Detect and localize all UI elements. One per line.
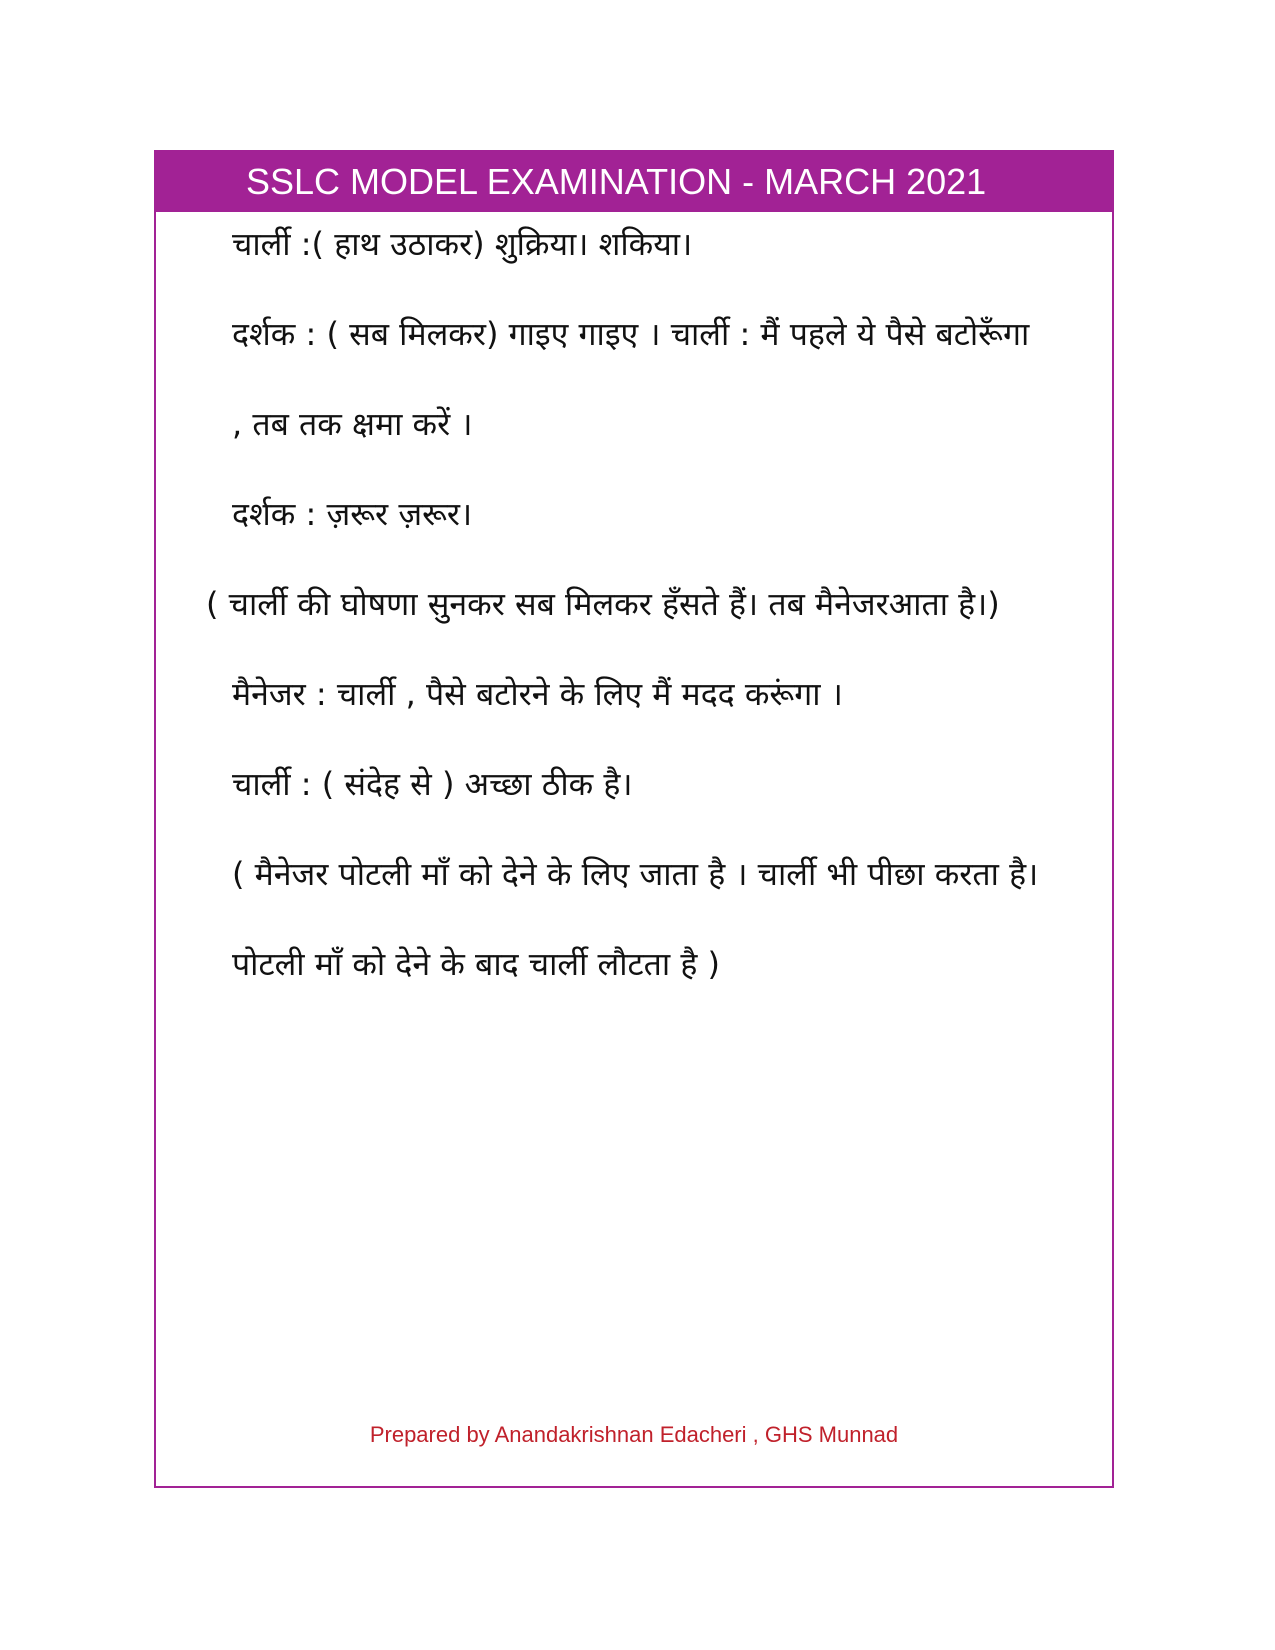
dialogue-line: मैनेजर : चार्ली , पैसे बटोरने के लिए मैं मदद करूंगा । [232, 675, 843, 713]
exam-title-banner: SSLC MODEL EXAMINATION - MARCH 2021 [156, 152, 1112, 212]
stage-direction-line: पोटली माँ को देने के बाद चार्ली लौटता है ) [232, 945, 720, 983]
dialogue-line: चार्ली : ( संदेह से ) अच्छा ठीक है। [232, 765, 633, 803]
dialogue-line: दर्शक : ज़रूर ज़रूर। [232, 495, 473, 533]
page-frame [154, 150, 1114, 1488]
stage-direction-line: ( मैनेजर पोटली माँ को देने के लिए जाता है । चार्ली भी पीछा करता है। [232, 855, 1039, 893]
stage-direction-line: ( चार्ली की घोषणा सुनकर सब मिलकर हँसते हैं। तब मैनेजरआता है।) [206, 585, 1000, 623]
dialogue-line: दर्शक : ( सब मिलकर) गाइए गाइए । चार्ली : मैं पहले ये पैसे बटोरूँगा [232, 315, 1030, 353]
footer-credit: Prepared by Anandakrishnan Edacheri , GHS Munnad [369, 1422, 899, 1447]
dialogue-line: चार्ली :( हाथ उठाकर) शुक्रिया। शकिया। [232, 225, 693, 263]
dialogue-line: , तब तक क्षमा करें । [232, 405, 473, 443]
